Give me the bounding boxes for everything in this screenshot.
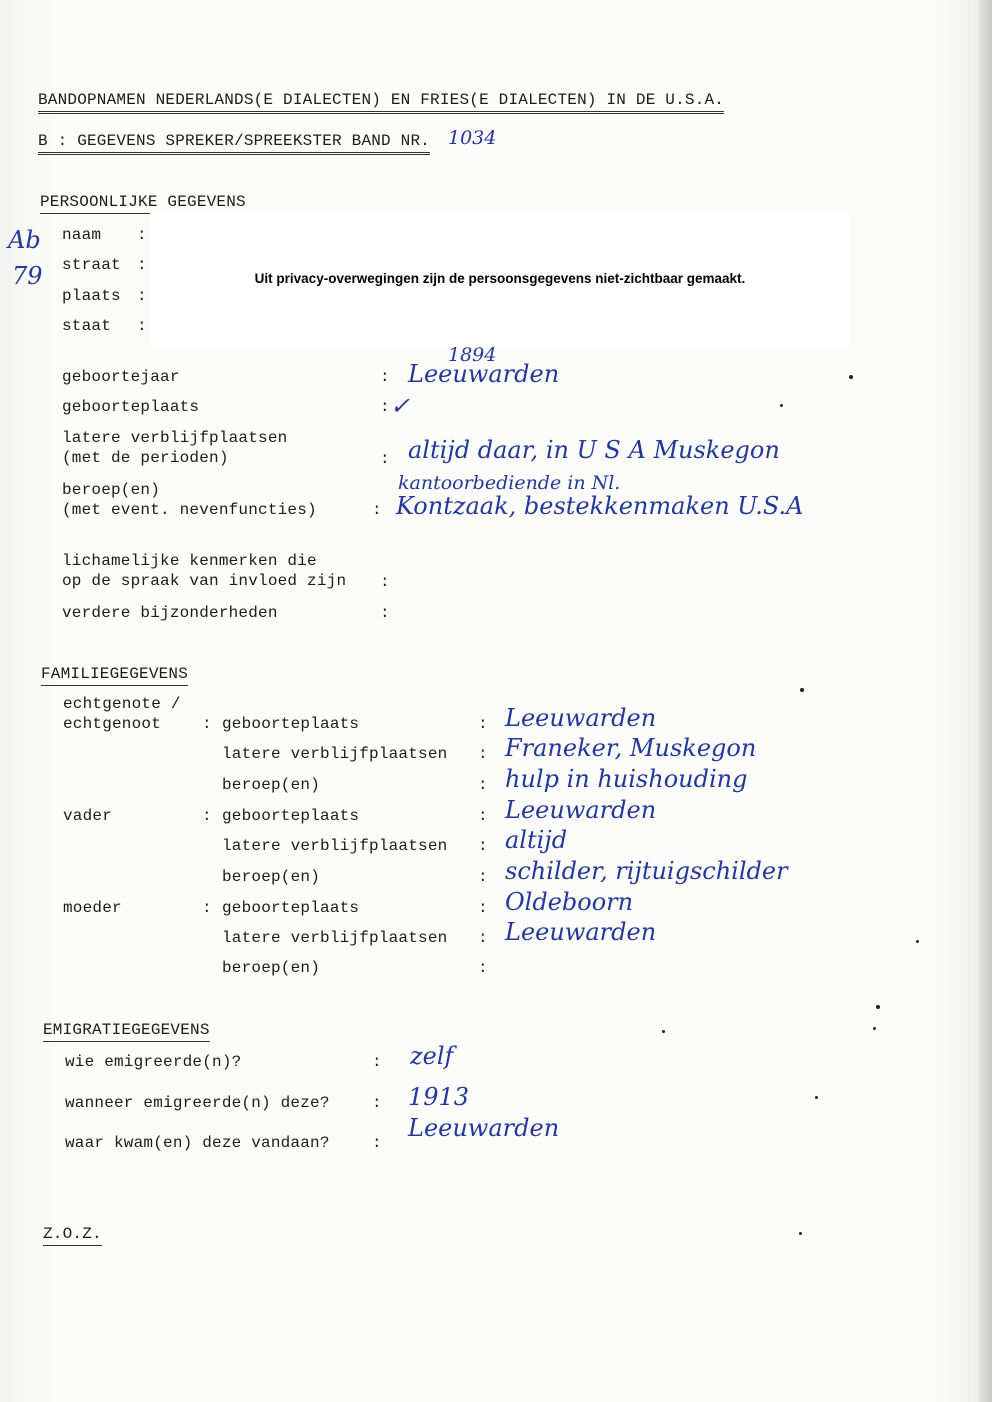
value-father-birthplace: Leeuwarden	[505, 796, 657, 824]
label-staat: staat	[62, 317, 112, 335]
label-mother-birthplace: geboorteplaats	[222, 899, 360, 917]
label-mother-later-residences: latere verblijfplaatsen	[222, 929, 448, 947]
label-verdere-bijzonderheden: verdere bijzonderheden	[62, 604, 278, 622]
colon: :	[137, 226, 147, 244]
colon: :	[202, 899, 212, 917]
label-vader: vader	[63, 807, 113, 825]
value-father-later-residences: altijd	[505, 826, 568, 854]
label-where-from: waar kwam(en) deze vandaan?	[65, 1134, 330, 1152]
value-spouse-birthplace: Leeuwarden	[505, 704, 657, 732]
band-number: 1034	[448, 127, 497, 149]
value-latere-verblijfplaatsen: altijd daar, in U S A Muskegon	[408, 436, 780, 464]
label-father-professions: beroep(en)	[222, 868, 321, 886]
label-who-emigrated: wie emigreerde(n)?	[65, 1053, 242, 1071]
colon: :	[478, 868, 488, 886]
personal-heading: PERSOONLIJKE GEGEVENS	[40, 192, 246, 214]
value-who-emigrated: zelf	[410, 1042, 454, 1070]
colon: :	[202, 715, 212, 733]
document-title: BANDOPNAMEN NEDERLANDS(E DIALECTEN) EN FRIES(E DIALECTEN) IN DE U.S.A.	[38, 90, 724, 114]
colon: :	[380, 398, 390, 416]
paper-speck	[849, 375, 853, 379]
label-naam: naam	[62, 226, 102, 244]
colon: :	[380, 450, 390, 468]
colon: :	[478, 899, 488, 917]
colon: :	[137, 256, 147, 274]
colon: :	[478, 837, 488, 855]
label-spouse-birthplace: geboorteplaats	[222, 715, 360, 733]
label-plaats: plaats	[62, 287, 121, 305]
family-heading: FAMILIEGEGEVENS	[41, 664, 188, 686]
colon: :	[372, 1094, 382, 1112]
label-spouse-professions: beroep(en)	[222, 776, 321, 794]
value-geboorteplaats: ✓	[390, 392, 411, 420]
colon: :	[372, 1134, 382, 1152]
value-mother-birthplace: Oldeboorn	[505, 888, 634, 916]
colon: :	[380, 573, 390, 591]
redaction-notice: Uit privacy-overwegingen zijn de persoonsgegevens niet-zichtbaar gemaakt.	[254, 271, 746, 286]
paper-speck	[662, 1030, 665, 1033]
label-spouse-later-residences: latere verblijfplaatsen	[222, 745, 448, 763]
value-mother-later-residences: Leeuwarden	[505, 918, 657, 946]
colon: :	[380, 604, 390, 622]
label-father-later-residences: latere verblijfplaatsen	[222, 837, 448, 855]
label-mother-professions: beroep(en)	[222, 959, 321, 977]
colon: :	[137, 317, 147, 335]
paper-speck	[815, 1096, 818, 1099]
value-father-professions: schilder, rijtuigschilder	[505, 857, 788, 885]
colon: :	[380, 368, 390, 386]
colon: :	[478, 715, 488, 733]
paper-speck	[916, 940, 919, 943]
colon: :	[372, 501, 382, 519]
paper-speck	[800, 688, 804, 692]
label-straat: straat	[62, 256, 121, 274]
colon: :	[478, 776, 488, 794]
label-when-emigrated: wanneer emigreerde(n) deze?	[65, 1094, 330, 1112]
label-lichamelijke-kenmerken: lichamelijke kenmerken die op de spraak van invloed zijn	[62, 552, 347, 590]
colon: :	[202, 807, 212, 825]
colon: :	[372, 1053, 382, 1071]
label-beroepen: beroep(en) (met event. nevenfuncties)	[62, 481, 317, 519]
label-geboortejaar: geboortejaar	[62, 368, 180, 386]
partial-year: 1894	[448, 344, 497, 366]
colon: :	[478, 745, 488, 763]
margin-note-1: Ab	[8, 226, 41, 254]
zoz-label: Z.O.Z.	[43, 1224, 102, 1246]
band-line: B : GEGEVENS SPREKER/SPREEKSTER BAND NR.	[38, 131, 430, 155]
paper-speck	[876, 1005, 880, 1009]
colon: :	[478, 929, 488, 947]
emigration-heading: EMIGRATIEGEGEVENS	[43, 1020, 210, 1042]
privacy-redaction-box	[150, 213, 850, 348]
page-edge	[978, 0, 992, 1402]
label-echtgenote: echtgenote / echtgenoot	[63, 695, 181, 733]
value-geboortejaar: Leeuwarden	[408, 360, 560, 388]
note-beroepen: kantoorbediende in Nl.	[398, 472, 621, 494]
value-spouse-professions: hulp in huishouding	[505, 765, 748, 793]
value-where-from: Leeuwarden	[408, 1114, 560, 1142]
label-father-birthplace: geboorteplaats	[222, 807, 360, 825]
value-beroepen: Kontzaak, bestekkenmaken U.S.A	[396, 492, 804, 520]
label-geboorteplaats: geboorteplaats	[62, 398, 200, 416]
paper-speck	[873, 1027, 876, 1030]
value-spouse-later-residences: Franeker, Muskegon	[505, 734, 757, 762]
value-when-emigrated: 1913	[408, 1083, 470, 1111]
colon: :	[137, 287, 147, 305]
paper-speck	[799, 1232, 802, 1235]
label-moeder: moeder	[63, 899, 122, 917]
label-latere-verblijfplaatsen: latere verblijfplaatsen (met de perioden)	[62, 429, 288, 467]
paper-speck	[780, 404, 783, 407]
margin-note-2: 79	[12, 262, 43, 290]
colon: :	[478, 807, 488, 825]
colon: :	[478, 959, 488, 977]
